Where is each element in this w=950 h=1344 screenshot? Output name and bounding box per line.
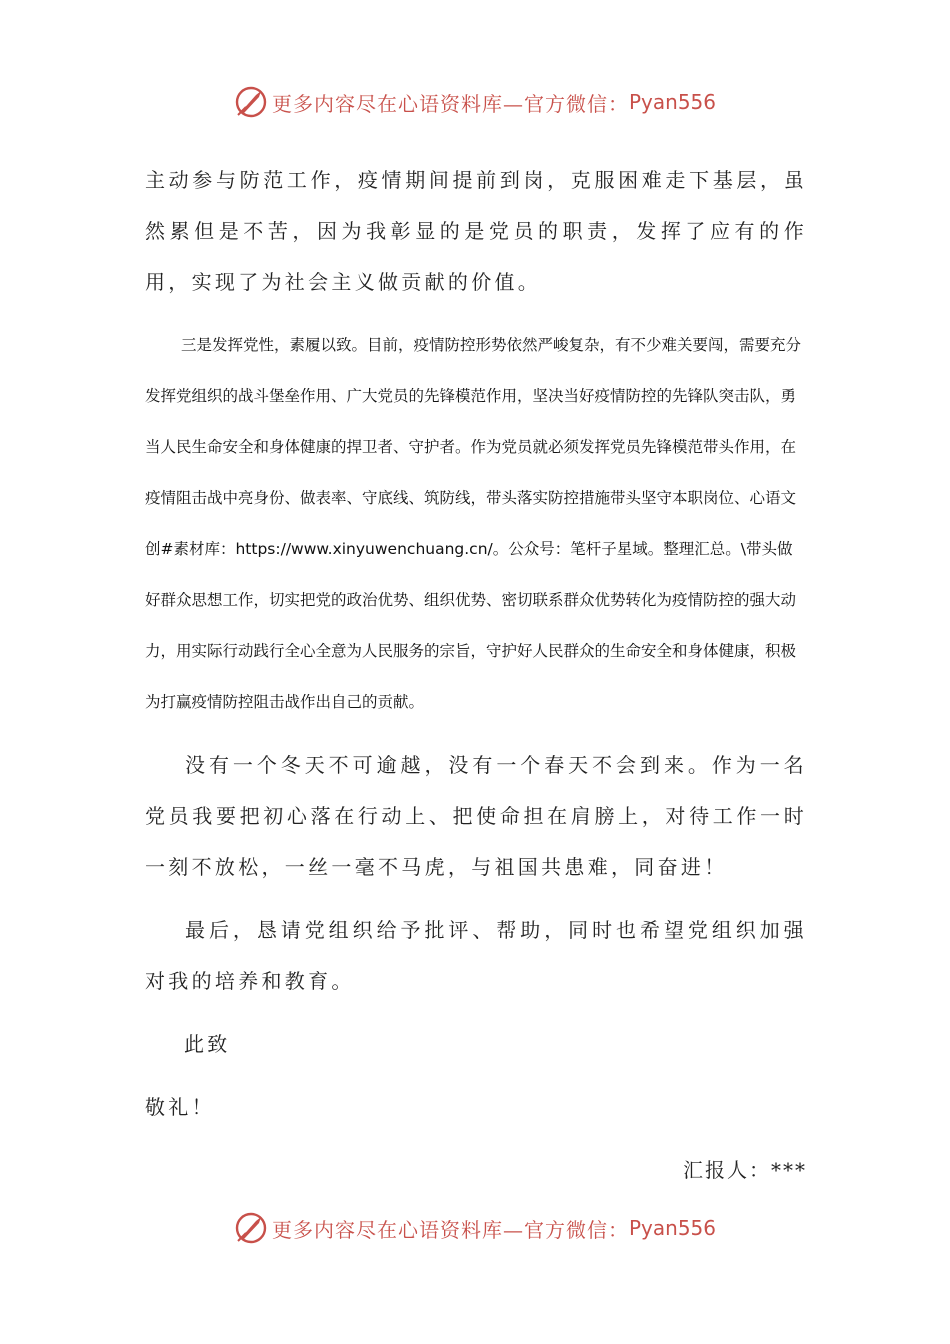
header-watermark-banner [0,82,950,122]
closing-cizhi: 此致 [184,1032,231,1056]
paragraph-1: 主动参与防范工作，疫情期间提前到岗，克服困难走下基层，虽然累但是不苦，因为我彰显的是党员的职责，发挥了应有的作用，实现了为社会主义做贡献的价值。 [145,168,807,294]
banner-text: 更多内容尽在心语资料库—官方微信： [271,1217,629,1242]
paragraph-3: 没有一个冬天不可逾越，没有一个春天不会到来。作为一名党员我要把初心落在行动上、把使命担在肩膀上，对待工作一时一刻不放松，一丝一毫不马虎，与祖国共患难，同奋进！ [145,753,807,879]
closing-jingli: 敬礼！ [145,1095,215,1119]
footer-watermark-banner [0,1208,950,1248]
paragraph-4: 最后，恳请党组织给予批评、帮助，同时也希望党组织加强对我的培养和教育。 [145,918,807,993]
paragraph-2: 三是发挥党性，素履以致。目前，疫情防控形势依然严峻复杂，有不少难关要闯，需要充分发挥党组织的战斗堡垒作用、广大党员的先锋模范作用，坚决当好疫情防控的先锋队突击队，勇当人民生命安全和身体健康的捍卫者、守护者。作为党员就必须发挥党员先锋模范带头作用，在疫情阻击战中亮身份、做表率、守底线、筑防线，带头落实防控措施带头坚守本职岗位、心语文创#素材库：https://www.xinyuwenchuang.cn/。公众号：笔杆子星域。整理汇总。\带头做好群众思想工作，切实把党的政治优势、组织优势、密切联系群众优势转化为疫情防控的强大动力，用实际行动践行全心全意为人民服务的宗旨，守护好人民群众的生命安全和身体健康，积极为打赢疫情防控阻击战作出自己的贡献。 [145,336,802,711]
reporter-signature: 汇报人：*** [683,1158,807,1182]
banner-wechat-id: Pyan556 [628,90,716,114]
banner-text: 更多内容尽在心语资料库—官方微信： [271,91,629,116]
banner-wechat-id: Pyan556 [628,1216,716,1240]
quill-pen-logo-icon [234,1211,268,1245]
quill-pen-logo-icon [234,85,268,119]
